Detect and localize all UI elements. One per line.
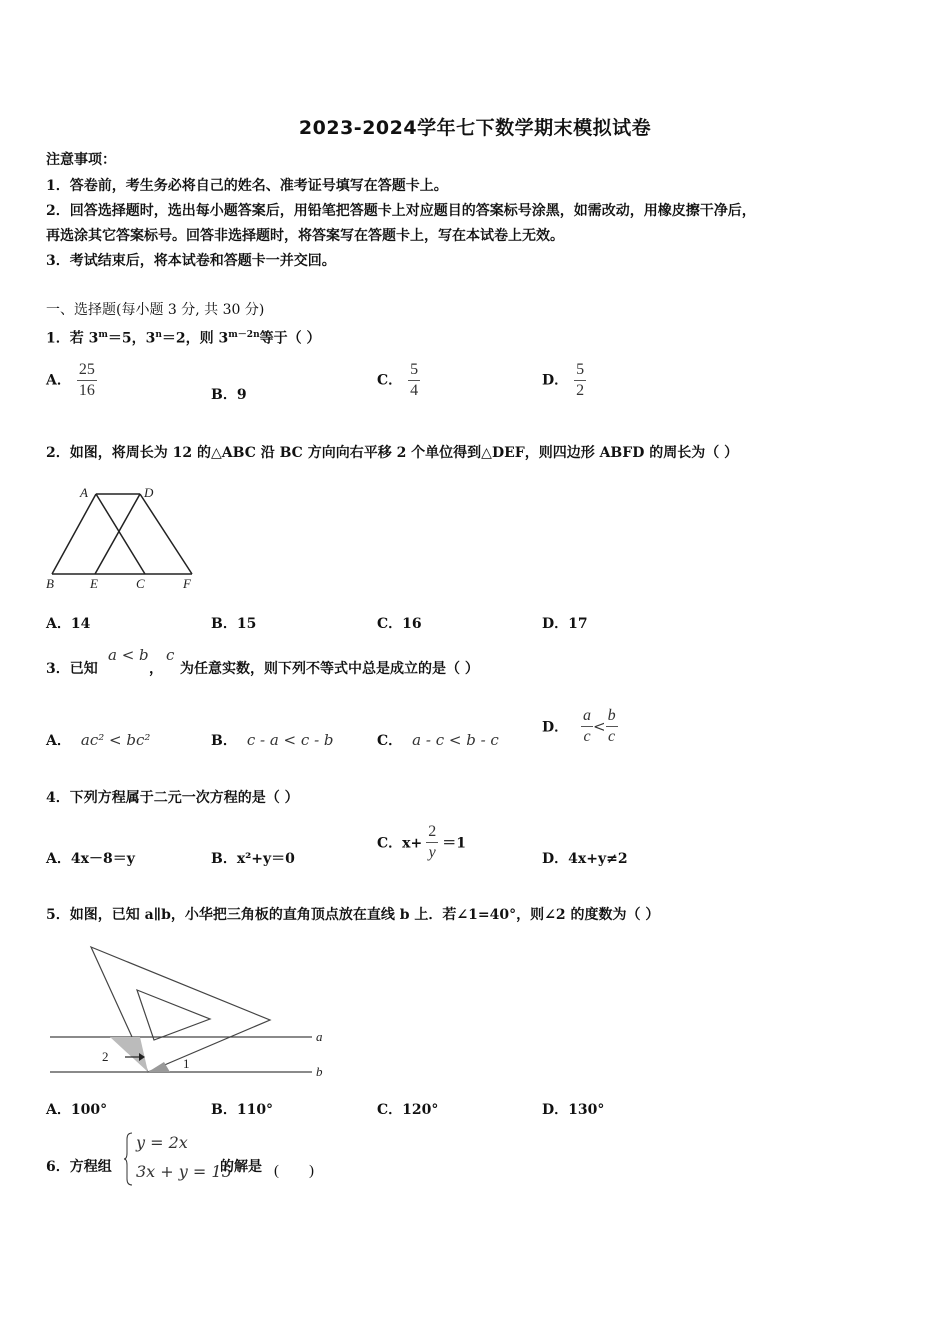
q1-option-c[interactable]: C． $\frac{5}{4}$ <box>377 361 419 399</box>
q3-option-c[interactable]: C． a - c < b - c <box>377 731 499 749</box>
equation-2: 3x + y = 15 <box>136 1162 232 1181</box>
q2-option-d[interactable]: D．17 <box>542 616 588 632</box>
notice-item: 2．回答选择题时，选出每小题答案后，用铅笔把答题卡上对应题目的答案标号涂黑，如需改动，用橡皮擦干净后， <box>46 203 756 219</box>
question-5: 5．如图，已知 a∥b，小华把三角板的直角顶点放在直线 b 上．若∠1=40°，则∠2 的度数为（ ） <box>46 907 660 923</box>
equation-1: y = 2x <box>136 1133 188 1152</box>
question-6-prefix: 6．方程组 <box>46 1159 112 1175</box>
question-1: 1．若 $3^m=5$，$3^n=2$，则 $3^{m-2n}$等于（ ） <box>46 330 321 347</box>
notice-item: 1．答卷前，考生务必将自己的姓名、准考证号填写在答题卡上。 <box>46 178 448 194</box>
q4-option-d[interactable]: D．4x+y≠2 <box>542 851 628 867</box>
notice-item: 再选涂其它答案标号。回答非选择题时，将答案写在答题卡上，写在本试卷上无效。 <box>46 228 564 244</box>
q4-option-a[interactable]: A．4x－8＝y <box>46 851 135 867</box>
parallelogram-figure <box>40 482 210 592</box>
label-f: F <box>183 576 191 591</box>
q5-option-d[interactable]: D．130° <box>542 1102 605 1118</box>
question-2: 2．如图，将周长为 12 的△ABC 沿 BC 方向向右平移 2 个单位得到△DEF，则四边形 ABFD 的周长为（ ） <box>46 445 739 461</box>
question-3-suffix: 为任意实数，则下列不等式中总是成立的是（ ） <box>180 661 479 677</box>
page-title: 2023-2024学年七下数学期末模拟试卷 <box>298 117 652 139</box>
label-a: A <box>80 485 88 500</box>
q5-option-c[interactable]: C．120° <box>377 1102 439 1118</box>
q2-option-a[interactable]: A．14 <box>46 616 91 632</box>
question-4: 4．下列方程属于二元一次方程的是（ ） <box>46 790 299 806</box>
q1-option-d[interactable]: D． $\frac{5}{2}$ <box>542 361 585 399</box>
label-c: C <box>136 576 145 591</box>
brace-icon <box>124 1131 134 1187</box>
q3-option-a[interactable]: A． ac² < bc² <box>46 731 151 749</box>
q4-option-b[interactable]: B．x²+y＝0 <box>211 851 295 867</box>
q2-option-c[interactable]: C．16 <box>377 616 422 632</box>
q3-option-b[interactable]: B． c - a < c - b <box>211 731 334 749</box>
angle-2-label: 2 <box>102 1049 109 1064</box>
notice-item: 3．考试结束后，将本试卷和答题卡一并交回。 <box>46 253 336 269</box>
q2-option-b[interactable]: B．15 <box>211 616 257 632</box>
q1-option-b[interactable]: B．9 <box>211 387 247 403</box>
q3-condition: a < b <box>108 646 149 664</box>
q3-option-d[interactable]: D． $\frac{a}{c}$ < $\frac{b}{c}$ <box>542 707 616 745</box>
q4-option-c[interactable]: C．x+ $\frac{2}{y}$ ＝1 <box>377 823 466 861</box>
label-e: E <box>90 576 98 591</box>
q1-option-a[interactable]: A． $\frac{25}{16}$ <box>46 361 95 399</box>
triangle-ruler-figure <box>40 940 340 1080</box>
label-d: D <box>144 485 154 500</box>
q5-option-a[interactable]: A．100° <box>46 1102 108 1118</box>
notice-heading: 注意事项： <box>46 152 116 168</box>
question-3-prefix: 3．已知 <box>46 661 98 677</box>
q5-option-b[interactable]: B．110° <box>211 1102 274 1118</box>
line-b-label: b <box>316 1064 323 1079</box>
section-heading: 一、选择题(每小题 3 分, 共 30 分) <box>46 302 265 318</box>
angle-1-label: 1 <box>183 1056 190 1071</box>
answer-blank[interactable]: ( ) <box>274 1163 314 1179</box>
line-a-label: a <box>316 1029 323 1044</box>
q3-variable: c <box>166 646 175 664</box>
label-b: B <box>46 576 54 591</box>
question-6-suffix: 的解是 <box>220 1159 262 1175</box>
q3-comma: ， <box>149 661 163 677</box>
